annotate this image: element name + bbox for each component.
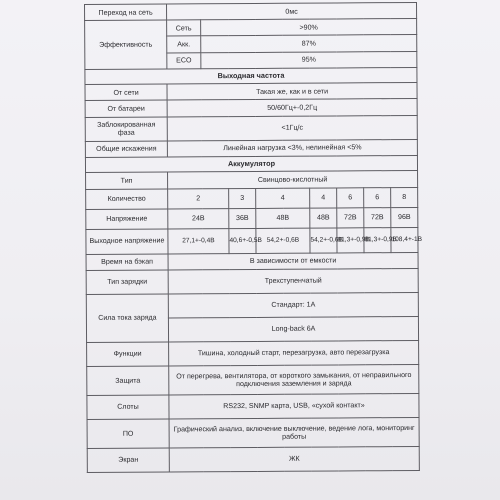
row-value: Свинцово-кислотный <box>168 171 418 189</box>
count-cell: 2 <box>168 188 229 208</box>
sub-label: Сеть <box>167 20 201 36</box>
row-label: Общие искажения <box>85 141 167 158</box>
table-row <box>85 115 417 141</box>
sub-label: ECO <box>167 52 201 68</box>
row-value: <1Гц/с <box>167 115 417 141</box>
row-value: Линейная нагрузка <3%, нелинейная <5% <box>167 139 417 157</box>
table-row <box>86 252 418 270</box>
row-label: Тип зарядки <box>86 270 168 295</box>
table-row <box>87 417 419 448</box>
row-value: В зависимости от емкости <box>168 252 418 270</box>
output-voltage-cell: 81,3+-0,9В <box>364 227 391 252</box>
spec-table <box>84 2 423 473</box>
count-cell: 6 <box>337 187 364 207</box>
voltage-cell: 96В <box>391 207 418 227</box>
voltage-cell: 48В <box>310 207 337 227</box>
section-title: Выходная частота <box>85 67 417 85</box>
voltage-cell: 72В <box>364 207 391 227</box>
voltage-cell: 36В <box>229 208 256 228</box>
table-row <box>85 2 417 20</box>
table-row <box>86 268 418 294</box>
row-value: Long-back 6А <box>168 316 418 342</box>
row-value: Графический анализ, включение выключение, ведение лога, мониторинг работы <box>169 417 419 448</box>
row-value: Стандарт: 1А <box>168 292 418 318</box>
table-row <box>87 340 419 366</box>
row-label: ПО <box>87 419 169 449</box>
output-voltage-cell: 54,2+-0,6В <box>310 227 337 252</box>
row-value: RS232, SNMP карта, USB, «сухой контакт» <box>169 393 419 419</box>
count-cell: 6 <box>364 187 391 207</box>
row-value: 95% <box>201 51 417 69</box>
voltage-cell: 24В <box>168 208 229 228</box>
row-value: Трехступенчатый <box>168 268 418 294</box>
output-voltage-cell: 40,6+-0,5В <box>229 228 256 253</box>
count-cell: 8 <box>391 187 418 207</box>
output-voltage-cell: 108,4+-1В <box>391 227 418 252</box>
table-row <box>86 292 418 318</box>
row-label: Сила тока заряда <box>86 294 168 343</box>
table-row <box>87 364 419 395</box>
count-cell: 3 <box>229 188 256 208</box>
table-row <box>85 19 417 37</box>
row-label: От сети <box>85 84 167 101</box>
table-row <box>87 446 419 472</box>
table-row <box>85 83 417 101</box>
row-value: Такая же, как и в сети <box>167 83 417 101</box>
row-label: Переход на сеть <box>85 4 167 21</box>
row-value: 87% <box>201 35 417 53</box>
row-value: 50/60Гц+-0,2Гц <box>167 99 417 117</box>
row-value: Тишина, холодный старт, перезагрузка, авто перезагрузка <box>169 340 419 366</box>
row-label: Выходное напряжение <box>86 228 168 254</box>
table-row <box>86 171 418 189</box>
voltage-cell: 48В <box>256 208 310 228</box>
row-label: Количество <box>86 188 168 209</box>
row-label: Заблокированная фаза <box>85 117 167 142</box>
row-value: ЖК <box>169 446 419 472</box>
row-value: От перегрева, вентилятора, от короткого замыкания, от неправильного подключения заземления и заряда <box>169 364 419 395</box>
row-label: Функции <box>87 342 169 367</box>
table-row <box>87 393 419 419</box>
output-voltage-cell: 54,2+-0,6В <box>256 228 310 253</box>
row-label: Тип <box>86 172 168 189</box>
section-title: Аккумулятор <box>85 155 417 173</box>
sub-label: Акк. <box>167 36 201 52</box>
table-row <box>86 187 418 209</box>
table-row <box>85 139 417 157</box>
count-cell: 4 <box>310 187 337 207</box>
row-label: Слоты <box>87 395 169 420</box>
table-row <box>86 227 418 254</box>
voltage-cell: 72В <box>337 207 364 227</box>
row-label: Экран <box>87 448 169 473</box>
table-row <box>86 207 418 229</box>
row-label: От батареи <box>85 100 167 117</box>
output-voltage-cell: 27,1+-0,4В <box>168 228 229 253</box>
row-value: >90% <box>201 19 417 37</box>
output-voltage-cell: 81,3+-0,9В <box>337 227 364 252</box>
row-value: 0мс <box>167 2 417 20</box>
row-label: Эффективность <box>85 20 167 69</box>
row-label: Напряжение <box>86 208 168 229</box>
count-cell: 4 <box>256 188 310 208</box>
row-label: Защита <box>87 366 169 396</box>
row-label: Время на бэкап <box>86 253 168 270</box>
table-row <box>85 99 417 117</box>
